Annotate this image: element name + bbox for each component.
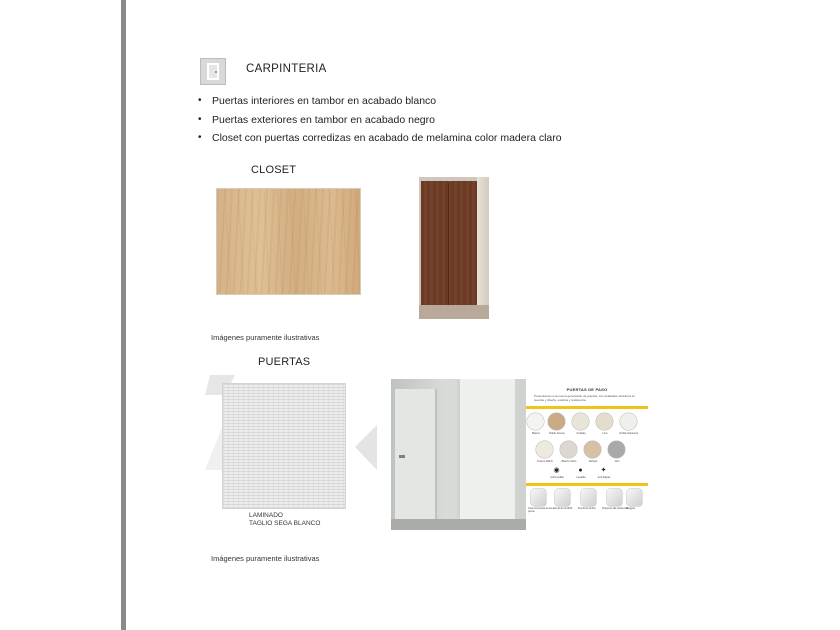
interior-door-photo [391, 379, 526, 530]
door-photo-left-door [395, 389, 437, 530]
feature-label-lavable: Lavable [576, 476, 586, 479]
closet-panel-seam [448, 183, 449, 317]
puertas-title: PUERTAS [258, 356, 311, 368]
water-drop-icon: ● [578, 467, 583, 474]
door-icon-knob [215, 71, 217, 73]
swatch-label-blanco-vetro: Blanco Vetro [561, 460, 577, 463]
product-image-cara [531, 489, 546, 506]
swatch-label-roble-gianmoor: Roble Gianmoor [619, 432, 639, 435]
closet-sliding-panel [421, 181, 477, 319]
door-icon [200, 58, 226, 85]
door-photo-right-door [457, 379, 515, 530]
wood-melamine-swatch-image [216, 188, 361, 295]
puertas-catalog-sheet [526, 379, 648, 530]
laminate-label [249, 512, 320, 528]
feature-label-anti-huellas: Anti-huellas [550, 476, 564, 479]
bullet-item-closet: • Closet con puertas corredizas en acabado de melamina color madera claro [198, 129, 562, 148]
closet-caption: Imágenes puramente ilustrativas [211, 333, 320, 342]
door-handle [399, 455, 405, 458]
bullet-item-interior-doors: • Puertas interiores en tambor en acabado blanco [198, 92, 562, 111]
swatch-roble-fresno [548, 413, 565, 430]
product-image-estructura [555, 489, 570, 506]
bullet-item-exterior-doors: • Puertas exteriores en tambor en acabado negro [198, 111, 562, 130]
swatch-label-gris: Gris [614, 460, 620, 463]
swatch-label-blanco: Blanco [532, 432, 540, 435]
puertas-caption: Imágenes puramente ilustrativas [211, 554, 320, 563]
catalog-yellow-bar-bottom [526, 483, 648, 486]
swatch-fresno-affinis [536, 441, 553, 458]
product-label-bisagras: Bisagras [626, 508, 635, 510]
closet-title: CLOSET [251, 164, 297, 176]
swatch-label-sahara: Sahara [588, 460, 598, 463]
product-label-cara: Cara compuesta de dos piezas [528, 508, 553, 513]
swatch-cobalto [572, 413, 589, 430]
product-label-estructura: Estructura de MDF [553, 508, 573, 510]
swatch-label-cobalto: Cobalto [576, 432, 586, 435]
closet-floor [419, 305, 489, 319]
product-label-chapa: Chapa de alta resistencia [602, 508, 628, 510]
laminate-label-line2: TAGLIO SEGA BLANCO [249, 520, 321, 527]
swatch-blanco-vetro [560, 441, 577, 458]
product-image-bisagras [627, 489, 642, 506]
catalog-intro: Presentamos una nueva generación de puertas, con acabados sintéticos en puertas y diseño, estética y resistencia. [534, 394, 636, 402]
door-photo-floor [391, 519, 526, 530]
feature-label-anti-rayas: Anti-Rayas [597, 476, 611, 479]
laminate-label-line1: LAMINADO [249, 512, 283, 519]
section-title: CARPINTERIA [246, 63, 327, 75]
laminate-swatch-image [222, 383, 346, 509]
fingerprint-icon: ◉ [553, 467, 560, 474]
left-margin-rule [121, 0, 126, 630]
catalog-yellow-bar-top [526, 406, 648, 409]
carpinteria-bullet-list [198, 92, 562, 148]
product-image-chapa [607, 489, 622, 506]
scratch-icon: ✦ [600, 467, 607, 474]
swatch-sahara [584, 441, 601, 458]
product-label-tambor: Puerta de tambor [578, 508, 596, 510]
swatch-lino [596, 413, 613, 430]
door-icon-panel [207, 63, 219, 80]
catalog-title: PUERTAS DE PASO [566, 387, 608, 392]
swatch-label-fresno-affinis: Fresno Affinis [537, 460, 553, 463]
chevron-right [355, 425, 377, 470]
product-image-tambor [581, 489, 596, 506]
swatch-label-lino: Lino [602, 432, 608, 435]
closet-photo [419, 177, 489, 319]
swatch-label-roble-fresno: Roble Fresno [549, 432, 565, 435]
swatch-roble-gianmoor [620, 413, 637, 430]
swatch-gris [608, 441, 625, 458]
closet-wall-frame [477, 177, 489, 319]
swatch-blanco [527, 413, 544, 430]
